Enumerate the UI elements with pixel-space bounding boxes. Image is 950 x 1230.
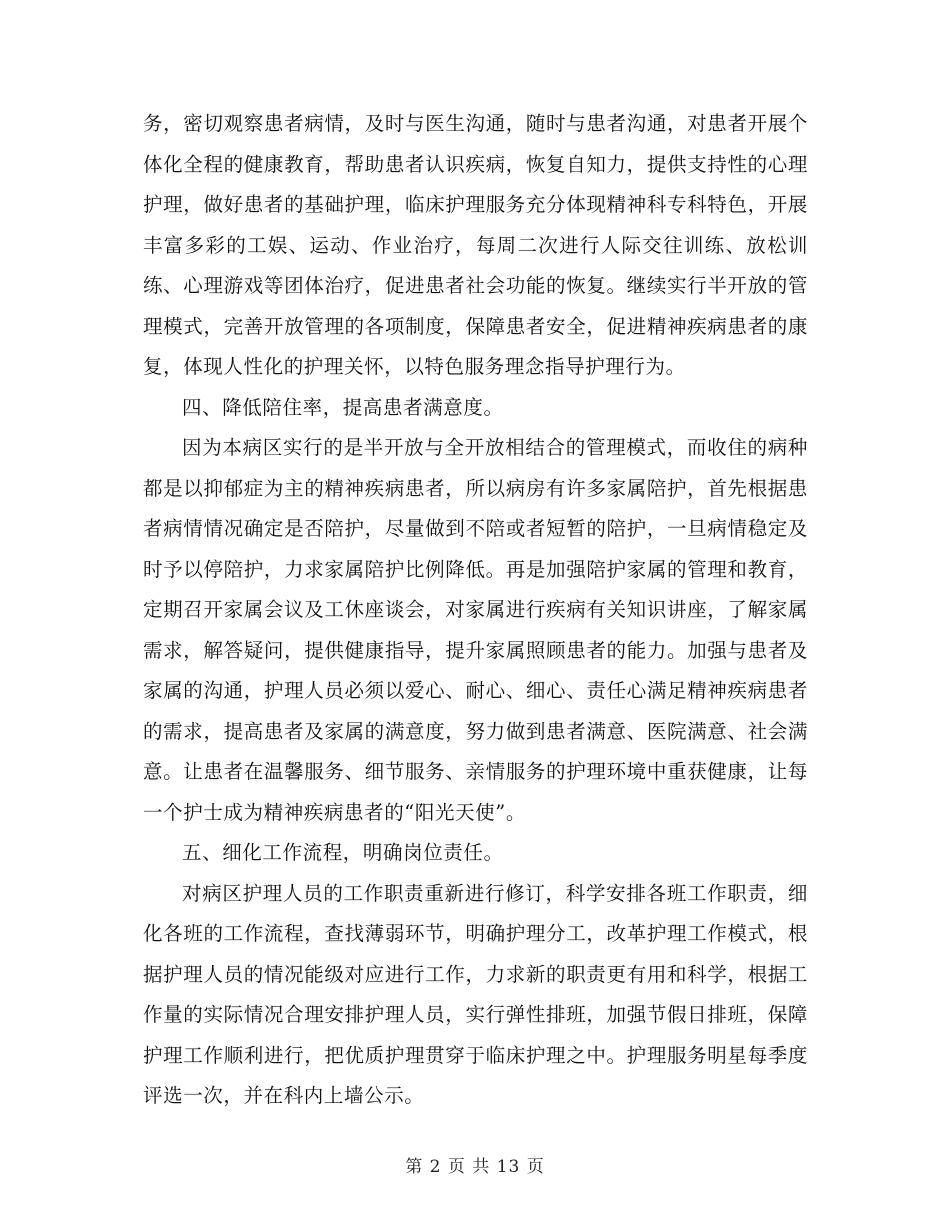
- section-heading-five: 五、细化工作流程，明确岗位责任。: [182, 841, 504, 864]
- paragraph-reduce-accompaniment: 因为本病区实行的是半开放与全开放相结合的管理模式，而收住的病种都是以抑郁症为主的精神疾病患者，所以病房有许多家属陪护，首先根据患者病情情况确定是否陪护，尽量做到不陪或者短暂的陪护，一旦病情稳定及时予以停陪护，力求家属陪护比例降低。再是加强陪护家属的管理和教育，定期召开家属会议及工休座谈会，对家属进行疾病有关知识讲座，了解家属需求，解答疑问，提供健康指导，提升家属照顾患者的能力。加强与患者及家属的沟通，护理人员必须以爱心、耐心、细心、责任心满足精神疾病患者的需求，提高患者及家属的满意度，努力做到患者满意、医院满意、社会满意。让患者在温馨服务、细节服务、亲情服务的护理环境中重获健康，让每一个护士成为精神疾病患者的“阳光天使”。: [143, 436, 808, 824]
- paragraph-continued-nursing-services: 务，密切观察患者病情，及时与医生沟通，随时与患者沟通，对患者开展个体化全程的健康教育，帮助患者认识疾病，恢复自知力，提供支持性的心理护理，做好患者的基础护理，临床护理服务充分体现精神科专科特色，开展丰富多彩的工娱、运动、作业治疗，每周二次进行人际交往训练、放松训练、心理游戏等团体治疗，促进患者社会功能的恢复。继续实行半开放的管理模式，完善开放管理的各项制度，保障患者安全，促进精神疾病患者的康复，体现人性化的护理关怀，以特色服务理念指导护理行为。: [143, 112, 808, 378]
- section-heading-four: 四、降低陪住率，提高患者满意度。: [182, 395, 504, 419]
- paragraph-refine-workflow: 对病区护理人员的工作职责重新进行修订，科学安排各班工作职责，细化各班的工作流程，查找薄弱环节，明确护理分工，改革护理工作模式，根据护理人员的情况能级对应进行工作，力求新的职责更有用和科学，根据工作量的实际情况合理安排护理人员，实行弹性排班，加强节假日排班，保障护理工作顺利进行，把优质护理贯穿于临床护理之中。护理服务明星每季度评选一次，并在科内上墙公示。: [143, 881, 808, 1107]
- page-number-footer: 第 2 页 共 13 页: [405, 1157, 545, 1177]
- document-body: [143, 104, 808, 1117]
